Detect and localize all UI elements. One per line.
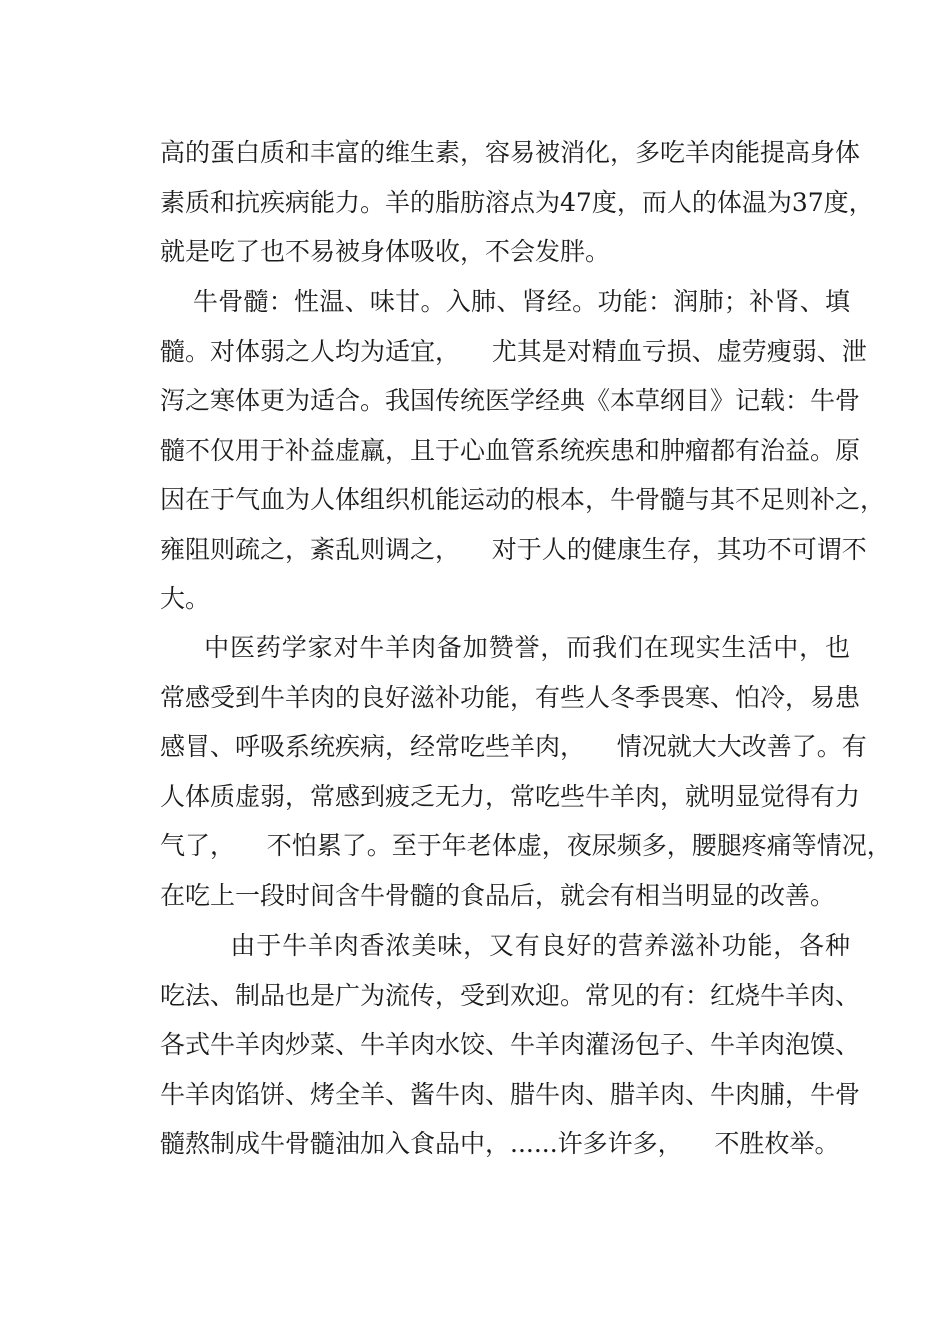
text-line: 在吃上一段时间含牛骨髓的食品后，就会有相当明显的改善。	[160, 880, 836, 910]
text-line: 中医药学家对牛羊肉备加赞誉，而我们在现实生活中，也	[160, 633, 850, 662]
text-line: 常感受到牛羊肉的良好滋补功能，有些人冬季畏寒、怕冷，易患	[160, 682, 861, 712]
text-line: 泻之寒体更为适合。我国传统医学经典《本草纲目》记载：牛骨	[160, 386, 861, 415]
text-line: 大。	[160, 584, 211, 613]
text-line: 髓。对体弱之人均为适宜， 尤其是对精血亏损、虚劳瘦弱、泄	[160, 336, 867, 366]
text-line: 各式牛羊肉炒菜、牛羊肉水饺、牛羊肉灌汤包子、牛羊肉泡馍、	[160, 1030, 861, 1059]
text-line: 髓熬制成牛骨髓油加入食品中，......许多许多， 不胜枚举。	[160, 1129, 840, 1158]
text-line: 牛骨髓：性温、味甘。入肺、肾经。功能：润肺；补肾、填	[160, 287, 850, 316]
text-line: 就是吃了也不易被身体吸收，不会发胖。	[160, 237, 611, 266]
text-line: 素质和抗疾病能力。羊的脂肪溶点为47度，而人的体温为37度，	[160, 187, 874, 217]
text-line: 感冒、呼吸系统疾病，经常吃些羊肉， 情况就大大改善了。有	[160, 732, 867, 761]
text-line: 气了， 不怕累了。至于年老体虚，夜尿频多，腰腿疼痛等情况，	[160, 831, 892, 860]
text-line: 人体质虚弱，常感到疲乏无力，常吃些牛羊肉，就明显觉得有力	[160, 781, 861, 811]
text-line: 髓不仅用于补益虚羸，且于心血管系统疾患和肿瘤都有治益。原	[160, 435, 861, 465]
text-line: 因在于气血为人体组织机能运动的根本，牛骨髓与其不足则补之，	[160, 485, 886, 514]
text-line: 吃法、制品也是广为流传，受到欢迎。常见的有：红烧牛羊肉、	[160, 980, 861, 1010]
text-line: 雍阻则疏之，紊乱则调之， 对于人的健康生存，其功不可谓不	[160, 534, 867, 564]
text-line: 高的蛋白质和丰富的维生素，容易被消化，多吃羊肉能提高身体	[160, 138, 861, 167]
text-line: 牛羊肉馅饼、烤全羊、酱牛肉、腊牛肉、腊羊肉、牛肉脯，牛骨	[160, 1079, 861, 1109]
text-line: 由于牛羊肉香浓美味，又有良好的营养滋补功能，各种	[160, 931, 850, 960]
